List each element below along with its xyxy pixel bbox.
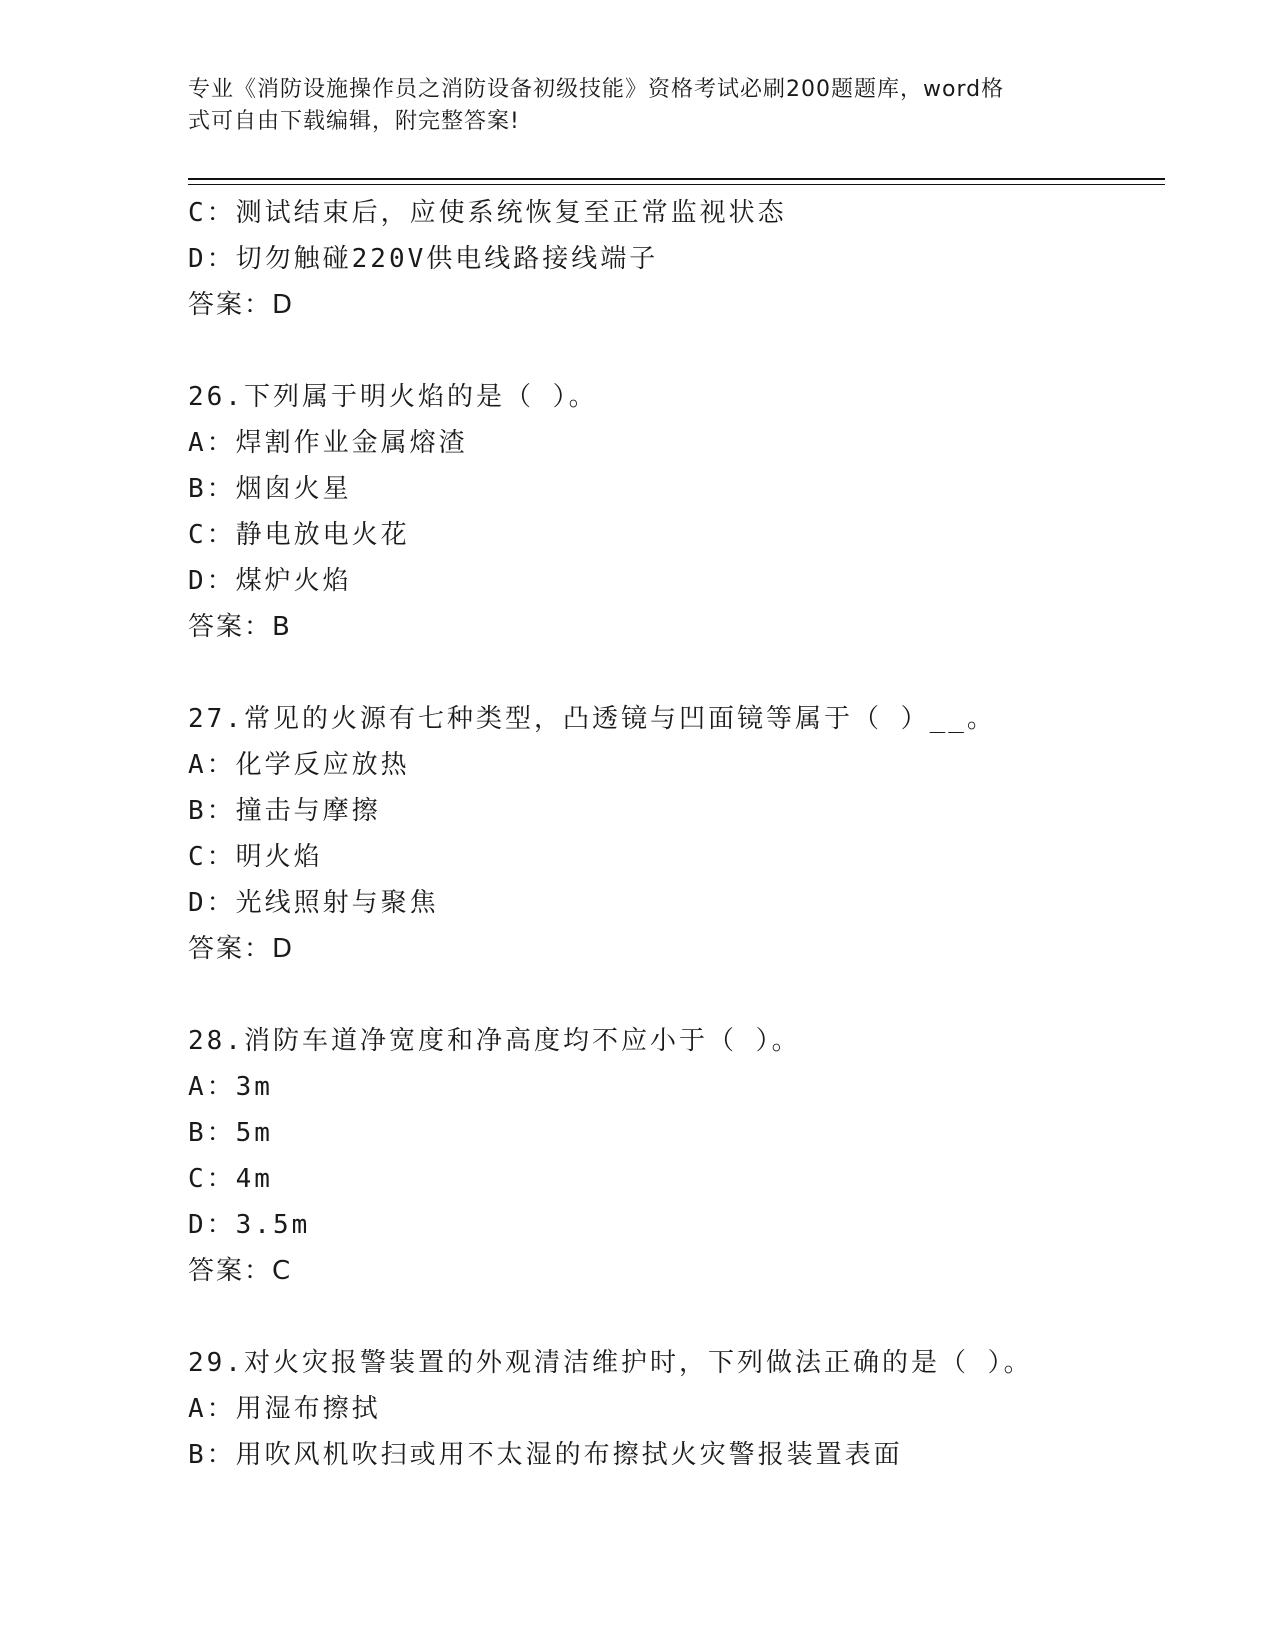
option-b: B：撞击与摩擦 bbox=[188, 796, 381, 826]
question-26 bbox=[188, 374, 1168, 650]
header-divider-thin bbox=[188, 184, 1165, 185]
option-a: A：化学反应放热 bbox=[188, 750, 410, 780]
option-b: B：烟囱火星 bbox=[188, 474, 352, 504]
question-list bbox=[188, 190, 1168, 1478]
question-29 bbox=[188, 1340, 1168, 1478]
question-27 bbox=[188, 696, 1168, 972]
option-c: C：静电放电火花 bbox=[188, 520, 410, 550]
option-b: B：用吹风机吹扫或用不太湿的布擦拭火灾警报装置表面 bbox=[188, 1440, 903, 1470]
answer: 答案：D bbox=[188, 290, 295, 320]
question-text: 28.消防车道净宽度和净高度均不应小于（ ）。 bbox=[188, 1026, 801, 1056]
header-line-1: 专业《消防设施操作员之消防设备初级技能》资格考试必刷200题题库，word格 bbox=[188, 77, 1005, 102]
option-b: B：5m bbox=[188, 1118, 273, 1148]
header-divider-thick bbox=[188, 178, 1165, 180]
option-a: A：焊割作业金属熔渣 bbox=[188, 428, 468, 458]
answer: 答案：D bbox=[188, 934, 295, 964]
document-header bbox=[188, 74, 1088, 138]
option-d: D：光线照射与聚焦 bbox=[188, 888, 439, 918]
option-c: C：测试结束后，应使系统恢复至正常监视状态 bbox=[188, 198, 787, 228]
question-25 bbox=[188, 190, 1168, 328]
answer: 答案：B bbox=[188, 612, 292, 642]
option-c: C：4m bbox=[188, 1164, 273, 1194]
question-text: 29.对火灾报警装置的外观清洁维护时，下列做法正确的是（ ）。 bbox=[188, 1348, 1033, 1378]
option-c: C：明火焰 bbox=[188, 842, 323, 872]
option-a: A：3m bbox=[188, 1072, 273, 1102]
option-d: D：切勿触碰220V供电线路接线端子 bbox=[188, 244, 659, 274]
question-text: 27.常见的火源有七种类型，凸透镜与凹面镜等属于（ ）__。 bbox=[188, 704, 996, 734]
header-line-2: 式可自由下载编辑，附完整答案! bbox=[188, 109, 520, 134]
option-a: A：用湿布擦拭 bbox=[188, 1394, 381, 1424]
answer: 答案：C bbox=[188, 1256, 293, 1286]
question-28 bbox=[188, 1018, 1168, 1294]
question-text: 26.下列属于明火焰的是（ ）。 bbox=[188, 382, 598, 412]
option-d: D：3.5m bbox=[188, 1210, 311, 1240]
option-d: D：煤炉火焰 bbox=[188, 566, 352, 596]
